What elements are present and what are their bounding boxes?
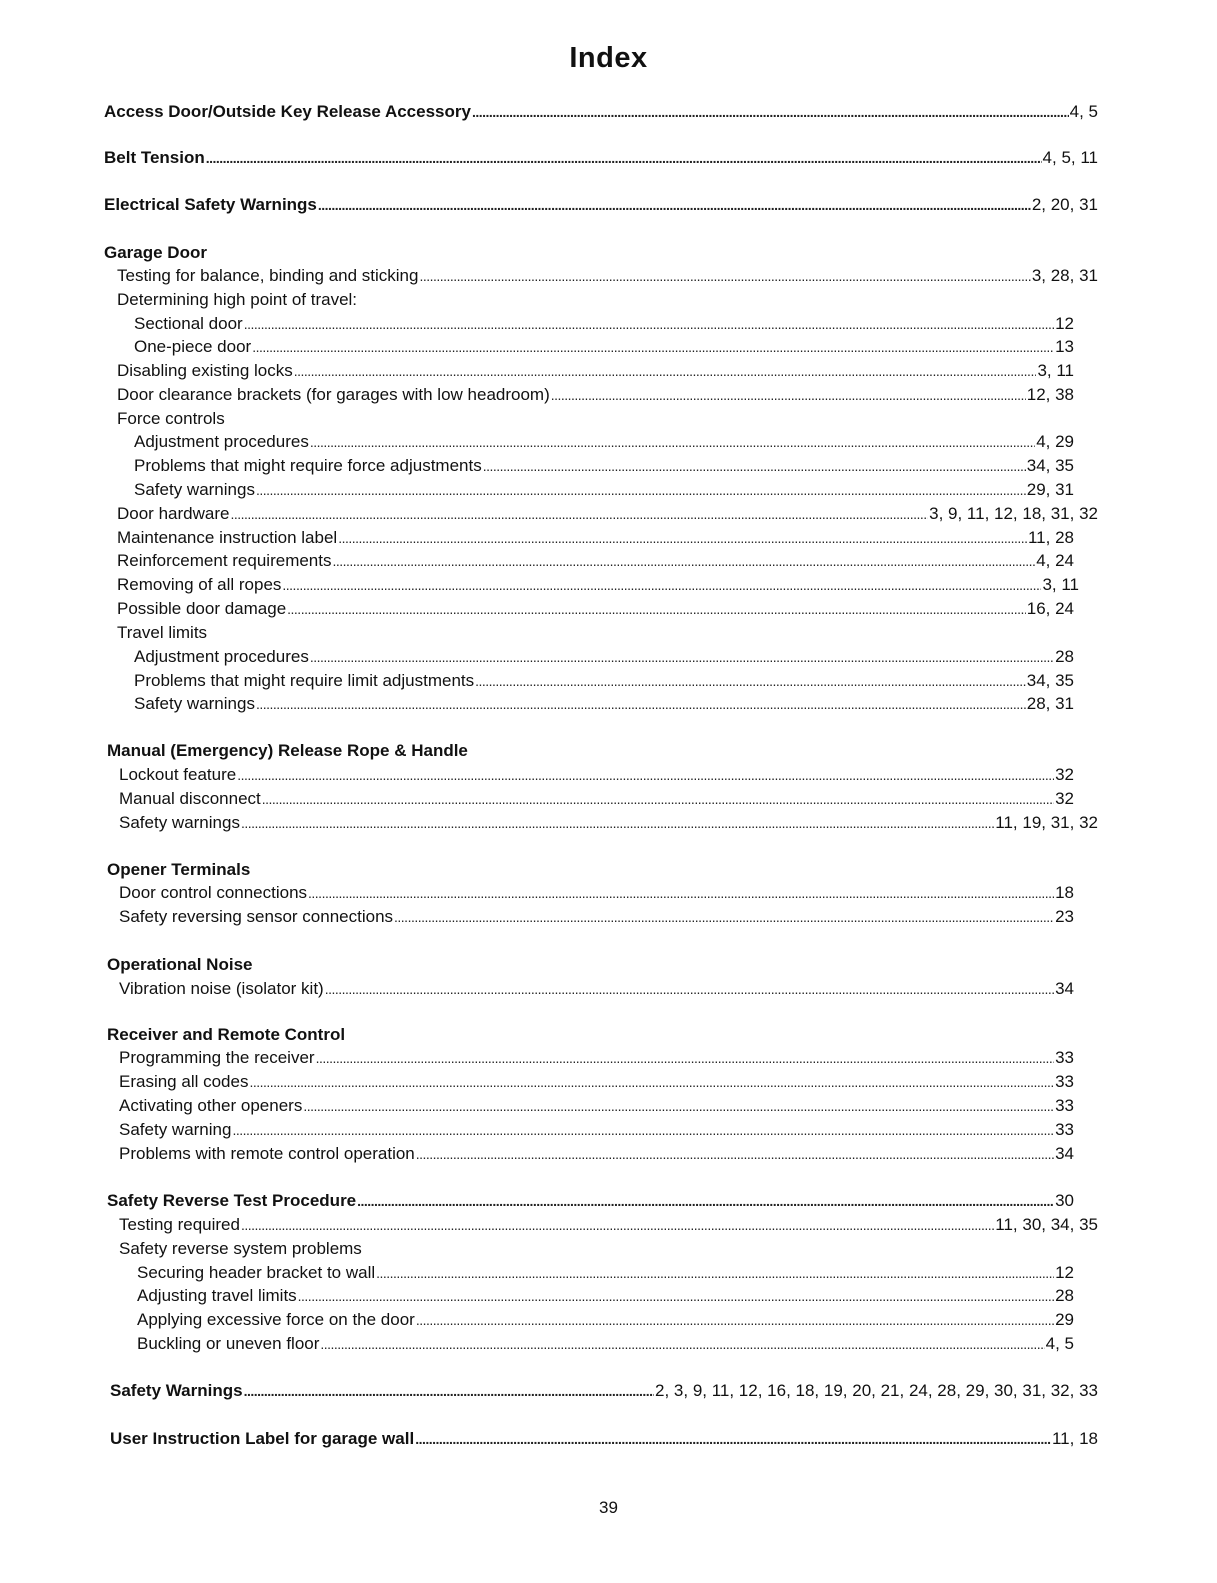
entry-label: Safety warning	[119, 1120, 232, 1139]
entry-pages: 34	[1055, 979, 1074, 998]
index-entry	[119, 1095, 1074, 1117]
leader-dots	[308, 882, 1054, 904]
entry-pages: 29, 31	[1026, 480, 1074, 499]
index-entry	[117, 503, 1098, 525]
leader-dots	[241, 1214, 994, 1236]
entry-pages: 11, 19, 31, 32	[995, 813, 1098, 832]
entry-label: Safety warnings	[134, 694, 255, 713]
section-heading: Opener Terminals	[107, 860, 251, 879]
index-entry	[117, 265, 1098, 287]
index-entry	[119, 978, 1074, 1000]
subsection-heading: Force controls	[117, 409, 225, 428]
entry-pages: 2, 3, 9, 11, 12, 16, 18, 19, 20, 21, 24, 28, 29, 30, 31, 32, 33	[655, 1381, 1098, 1400]
index-entry	[134, 670, 1074, 692]
leader-dots	[249, 1071, 1054, 1093]
entry-pages: 34	[1055, 1144, 1074, 1163]
entry-label: Programming the receiver	[119, 1048, 315, 1067]
entry-pages: 11, 18	[1051, 1429, 1098, 1448]
index-entry	[134, 693, 1074, 715]
index-entry	[107, 1190, 1074, 1212]
leader-dots	[256, 693, 1026, 715]
index-entry	[137, 1309, 1074, 1331]
leader-dots	[338, 527, 1027, 549]
index-entry	[104, 101, 1098, 123]
entry-label: Reinforcement requirements	[117, 551, 332, 570]
leader-dots	[551, 384, 1026, 406]
entry-pages: 34, 35	[1026, 456, 1074, 475]
leader-dots	[298, 1285, 1054, 1307]
index-entry	[119, 1143, 1074, 1165]
entry-label: Testing required	[119, 1215, 240, 1234]
section-heading: Manual (Emergency) Release Rope & Handle	[107, 741, 468, 760]
entry-label: Problems that might require limit adjustments	[134, 671, 475, 690]
index-entry	[134, 313, 1074, 335]
entry-label: Removing of all ropes	[117, 575, 282, 594]
entry-label: Belt Tension	[104, 148, 205, 167]
entry-label: Manual disconnect	[119, 789, 261, 808]
index-entry	[137, 1333, 1074, 1355]
entry-label: Door hardware	[117, 504, 230, 523]
entry-label: Disabling existing locks	[117, 361, 293, 380]
entry-label: Buckling or uneven floor	[137, 1334, 320, 1353]
leader-dots	[416, 1143, 1054, 1165]
index-entry	[117, 527, 1074, 549]
page-number: 39	[599, 1498, 618, 1517]
index-entry	[117, 360, 1074, 382]
entry-label: Adjustment procedures	[134, 647, 309, 666]
index-entry	[134, 431, 1074, 453]
leader-dots	[244, 313, 1054, 335]
index-entry	[119, 1071, 1074, 1093]
entry-label: Vibration noise (isolator kit)	[119, 979, 324, 998]
index-entry	[137, 1285, 1074, 1307]
entry-label: Securing header bracket to wall	[137, 1263, 376, 1282]
index-entry	[117, 598, 1074, 620]
entry-label: Activating other openers	[119, 1096, 303, 1115]
entry-label: Erasing all codes	[119, 1072, 249, 1091]
index-entry	[117, 574, 1079, 596]
index-entry	[137, 1262, 1074, 1284]
entry-label: Door control connections	[119, 883, 308, 902]
leader-dots	[318, 194, 1031, 216]
entry-pages: 3, 11	[1042, 575, 1079, 594]
entry-pages: 12	[1055, 314, 1074, 333]
index-entry	[119, 812, 1098, 834]
entry-pages: 18	[1055, 883, 1074, 902]
entry-pages: 11, 30, 34, 35	[995, 1215, 1098, 1234]
index-entry	[119, 882, 1074, 904]
index-entry	[119, 764, 1074, 786]
index-entry	[119, 1214, 1098, 1236]
entry-pages: 32	[1055, 789, 1074, 808]
leader-dots	[252, 336, 1054, 358]
entry-pages: 4, 5	[1045, 1334, 1074, 1353]
entry-pages: 33	[1055, 1072, 1074, 1091]
leader-dots	[294, 360, 1037, 382]
leader-dots	[282, 574, 1041, 596]
entry-pages: 33	[1055, 1096, 1074, 1115]
leader-dots	[416, 1309, 1054, 1331]
entry-pages: 11, 28	[1027, 528, 1074, 547]
entry-label: One-piece door	[134, 337, 252, 356]
entry-label: Sectional door	[134, 314, 243, 333]
entry-label: Safety Reverse Test Procedure	[107, 1191, 357, 1210]
index-entry	[134, 479, 1074, 501]
entry-label: Adjustment procedures	[134, 432, 309, 451]
section-heading: Garage Door	[104, 243, 207, 262]
leader-dots	[237, 764, 1054, 786]
entry-label: Door clearance brackets (for garages with low headroom)	[117, 385, 550, 404]
index-entry	[134, 455, 1074, 477]
leader-dots	[303, 1095, 1054, 1117]
entry-pages: 3, 9, 11, 12, 18, 31, 32	[929, 504, 1098, 523]
leader-dots	[287, 598, 1026, 620]
index-entry	[117, 384, 1074, 406]
section-heading: Receiver and Remote Control	[107, 1025, 346, 1044]
entry-pages: 13	[1055, 337, 1074, 356]
entry-pages: 30	[1055, 1191, 1074, 1210]
entry-pages: 4, 5	[1069, 102, 1098, 121]
entry-pages: 33	[1055, 1048, 1074, 1067]
leader-dots	[206, 147, 1042, 169]
section-heading: Operational Noise	[107, 955, 253, 974]
index-entry	[104, 194, 1098, 216]
leader-dots	[230, 503, 928, 525]
entry-pages: 28	[1055, 647, 1074, 666]
leader-dots	[232, 1119, 1054, 1141]
entry-pages: 29	[1055, 1310, 1074, 1329]
entry-label: Problems that might require force adjustments	[134, 456, 482, 475]
entry-pages: 3, 11	[1037, 361, 1074, 380]
page-title: Index	[569, 42, 648, 74]
leader-dots	[256, 479, 1026, 501]
index-entry	[119, 1047, 1074, 1069]
entry-label: Access Door/Outside Key Release Accessory	[104, 102, 471, 121]
entry-label: Testing for balance, binding and sticking	[117, 266, 419, 285]
entry-pages: 23	[1055, 907, 1074, 926]
leader-dots	[376, 1262, 1054, 1284]
entry-label: Maintenance instruction label	[117, 528, 338, 547]
entry-pages: 12, 38	[1026, 385, 1074, 404]
leader-dots	[320, 1333, 1044, 1355]
subsection-heading: Safety reverse system problems	[119, 1239, 362, 1258]
leader-dots	[357, 1190, 1054, 1212]
entry-pages: 16, 24	[1026, 599, 1074, 618]
leader-dots	[472, 101, 1069, 123]
leader-dots	[310, 431, 1035, 453]
entry-pages: 32	[1055, 765, 1074, 784]
index-entry	[119, 1119, 1074, 1141]
entry-label: Adjusting travel limits	[137, 1286, 297, 1305]
entry-pages: 3, 28, 31	[1031, 266, 1098, 285]
entry-pages: 33	[1055, 1120, 1074, 1139]
leader-dots	[483, 455, 1026, 477]
entry-pages: 4, 5, 11	[1042, 148, 1098, 167]
index-entry	[134, 646, 1074, 668]
subsection-heading: Determining high point of travel:	[117, 290, 358, 309]
leader-dots	[394, 906, 1054, 928]
entry-label: Lockout feature	[119, 765, 237, 784]
entry-label: Electrical Safety Warnings	[104, 195, 317, 214]
index-entry	[119, 788, 1074, 810]
entry-label: Safety Warnings	[110, 1381, 243, 1400]
entry-label: User Instruction Label for garage wall	[110, 1429, 415, 1448]
leader-dots	[241, 812, 994, 834]
index-entry	[119, 906, 1074, 928]
index-entry	[134, 336, 1074, 358]
index-entry	[110, 1380, 1098, 1402]
leader-dots	[316, 1047, 1055, 1069]
entry-label: Problems with remote control operation	[119, 1144, 415, 1163]
leader-dots	[244, 1380, 654, 1402]
entry-label: Safety warnings	[119, 813, 240, 832]
index-entry	[110, 1428, 1098, 1450]
leader-dots	[262, 788, 1054, 810]
entry-pages: 28, 31	[1026, 694, 1074, 713]
entry-pages: 4, 29	[1036, 432, 1074, 451]
entry-label: Possible door damage	[117, 599, 287, 618]
entry-pages: 4, 24	[1036, 551, 1074, 570]
leader-dots	[332, 550, 1035, 572]
entry-pages: 2, 20, 31	[1031, 195, 1098, 214]
leader-dots	[325, 978, 1054, 1000]
leader-dots	[310, 646, 1054, 668]
subsection-heading: Travel limits	[117, 623, 208, 642]
index-entry	[117, 550, 1074, 572]
entry-label: Applying excessive force on the door	[137, 1310, 415, 1329]
entry-pages: 34, 35	[1026, 671, 1074, 690]
index-entry	[104, 147, 1098, 169]
leader-dots	[419, 265, 1030, 287]
entry-label: Safety reversing sensor connections	[119, 907, 394, 926]
leader-dots	[475, 670, 1026, 692]
entry-pages: 12	[1055, 1263, 1074, 1282]
entry-label: Safety warnings	[134, 480, 255, 499]
leader-dots	[415, 1428, 1051, 1450]
entry-pages: 28	[1055, 1286, 1074, 1305]
